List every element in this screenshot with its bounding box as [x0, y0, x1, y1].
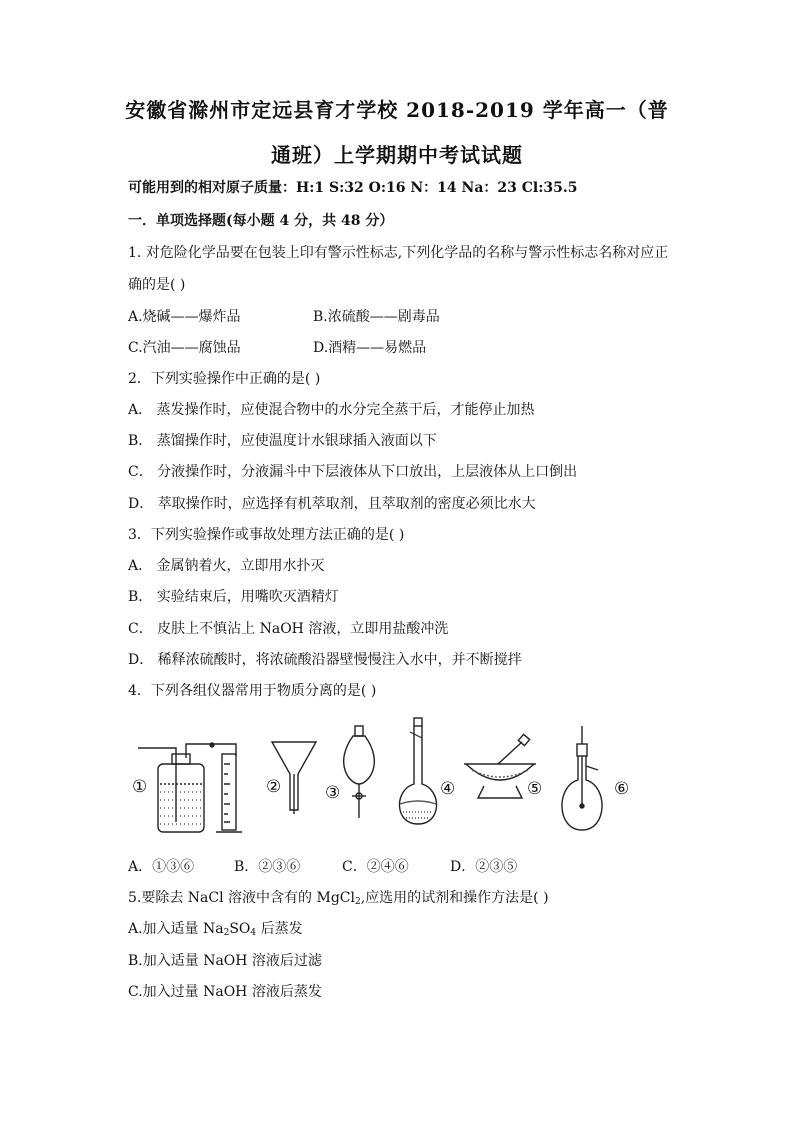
q5-stem [128, 888, 549, 908]
section-heading: 一．单项选择题(每小题 4 分，共 48 分） [128, 213, 394, 229]
atomic-mass-note: 可能用到的相对原子质量：H:1 S:32 O:16 N：14 Na：23 Cl:35.5 [128, 180, 578, 196]
q3-option-c: C． 皮肤上不慎沾上 NaOH 溶液，立即用盐酸冲洗 [128, 621, 449, 637]
q3-stem: 3．下列实验操作或事故处理方法正确的是( ) [128, 527, 405, 543]
apparatus-figure [128, 714, 648, 838]
page-title-line2: 通班）上学期期中考试试题 [271, 143, 523, 167]
q5-a-post: 后蒸发 [256, 921, 303, 937]
q1-option-d: D.酒精——易燃品 [313, 340, 427, 356]
q5-option-b: B.加入适量 NaOH 溶液后过滤 [128, 953, 322, 969]
apparatus-label-1: ① [132, 777, 148, 797]
q3-option-a: A． 金属钠着火，立即用水扑灭 [128, 558, 325, 574]
apparatus-label-4: ④ [440, 779, 456, 799]
separatory-funnel-icon [344, 726, 375, 818]
distillation-flask-icon [562, 726, 602, 830]
q1-option-c: C.汽油——腐蚀品 [128, 340, 241, 356]
apparatus-label-5: ⑤ [527, 779, 543, 799]
q5-a-mid: SO [229, 921, 251, 937]
q1-option-b: B.浓硫酸——剧毒品 [313, 309, 440, 325]
q5-a-sub1: 2 [223, 928, 230, 938]
q5-stem-pre: 5.要除去 NaCl 溶液中含有的 MgCl [128, 890, 355, 906]
page-title-line1: 安徽省滁州市定远县育才学校 2018-2019 学年高一（普 [125, 98, 669, 122]
q4-option-a: A．①③⑥ [128, 859, 195, 875]
q4-option-c: C．②④⑥ [342, 859, 409, 875]
q1-stem-line2: 确的是( ) [128, 277, 186, 293]
apparatus-label-6: ⑥ [614, 779, 630, 799]
q4-option-b: B．②③⑥ [234, 859, 301, 875]
q5-option-a [128, 919, 303, 939]
q1-stem-line1: 1. 对危险化学品要在包装上印有警示性标志,下列化学品的名称与警示性标志名称对应正 [128, 245, 669, 261]
q5-a-pre: A.加入适量 Na [128, 921, 224, 937]
q5-stem-post: ,应选用的试剂和操作方法是( ) [360, 890, 549, 906]
volumetric-flask-icon [399, 718, 436, 824]
q4-option-d: D．②③⑤ [450, 859, 518, 875]
q5-a-sub2: 4 [250, 928, 257, 938]
q2-option-a: A． 蒸发操作时，应使混合物中的水分完全蒸干后，才能停止加热 [128, 402, 535, 418]
q3-option-d: D． 稀释浓硫酸时，将浓硫酸沿器壁慢慢注入水中，并不断搅拌 [128, 652, 522, 668]
q5-stem-sub: 2 [354, 897, 361, 907]
q3-option-b: B． 实验结束后，用嘴吹灭酒精灯 [128, 589, 339, 605]
apparatus-label-2: ② [266, 777, 282, 797]
evaporating-dish-icon [464, 734, 536, 798]
q4-stem: 4．下列各组仪器常用于物质分离的是( ) [128, 683, 377, 699]
q2-stem: 2．下列实验操作中正确的是( ) [128, 371, 321, 387]
graduated-cylinder-icon [216, 754, 242, 832]
apparatus-label-3: ③ [325, 783, 341, 803]
q2-option-b: B． 蒸馏操作时，应使温度计水银球插入液面以下 [128, 433, 437, 449]
q2-option-c: C． 分液操作时，分液漏斗中下层液体从下口放出，上层液体从上口倒出 [128, 464, 578, 480]
q2-option-d: D． 萃取操作时，应选择有机萃取剂，且萃取剂的密度必须比水大 [128, 496, 536, 512]
q1-option-a: A.烧碱——爆炸品 [128, 309, 241, 325]
q5-option-c: C.加入过量 NaOH 溶液后蒸发 [128, 984, 322, 1000]
